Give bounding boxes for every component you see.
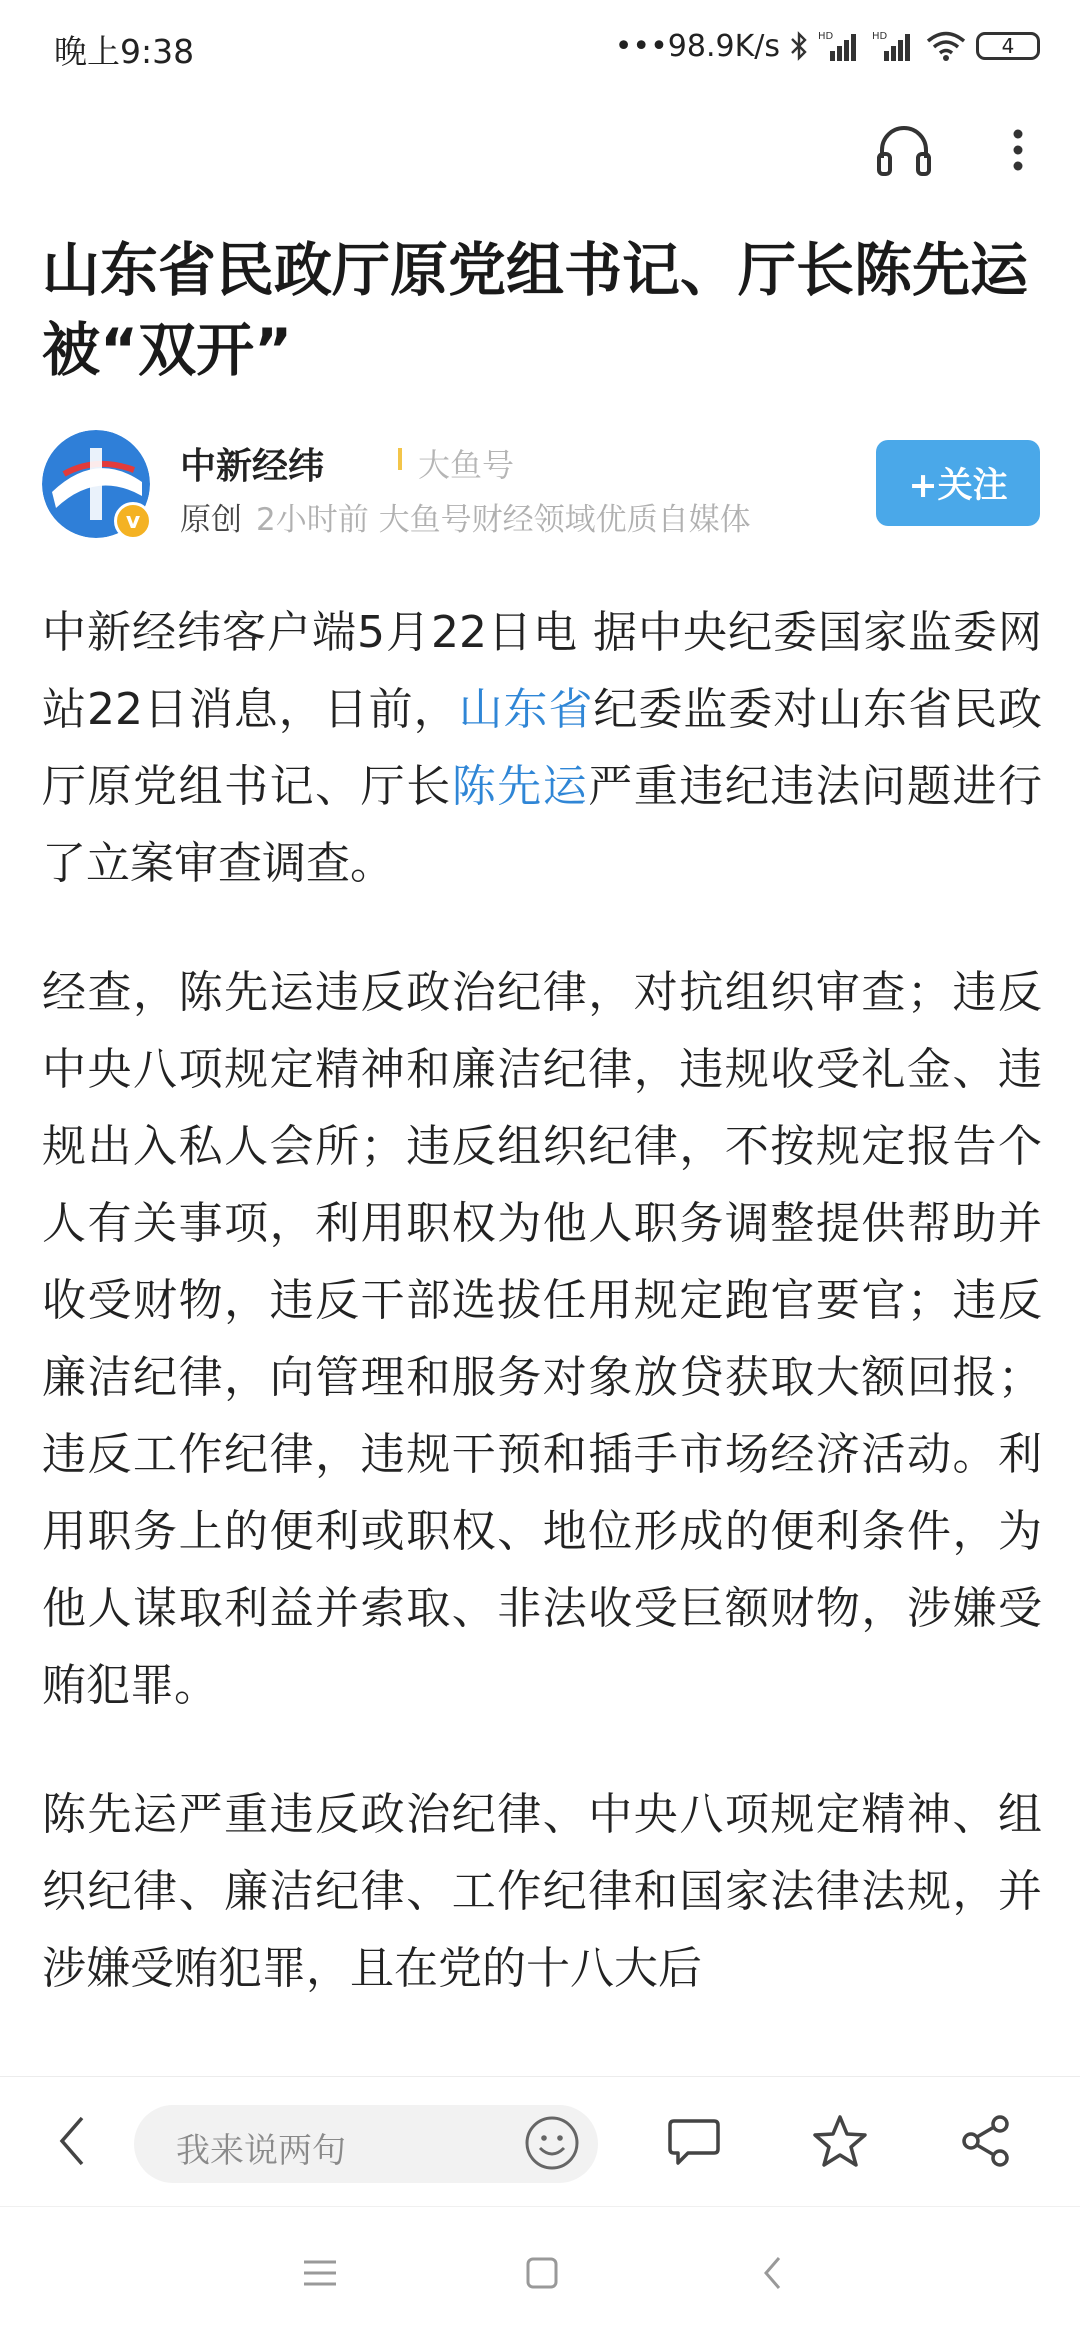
text-segment: 中新经纬客户端5月22日电 据中央纪委国家监委网站22日消息，日前， xyxy=(42,607,1042,735)
publish-time: 2小时前 xyxy=(256,502,369,538)
battery-icon xyxy=(976,32,1040,60)
author-divider xyxy=(398,448,402,470)
paragraph-2 xyxy=(42,954,1042,1724)
text-segment: 严重违纪违法问题进行了立案审查调查。 xyxy=(42,761,1043,889)
svg-text:HD: HD xyxy=(872,31,888,42)
signal-hd-icon-2 xyxy=(872,29,916,63)
author-description: 大鱼号财经领域优质自媒体 xyxy=(378,502,751,538)
emoji-button[interactable] xyxy=(522,2115,582,2175)
system-back-button[interactable] xyxy=(748,2251,796,2299)
article-title: 山东省民政厅原党组书记、厅长陈先运被“双开” xyxy=(42,236,1029,384)
more-button[interactable] xyxy=(986,120,1050,184)
author-meta xyxy=(180,494,751,539)
favorite-button[interactable] xyxy=(808,2111,872,2175)
bottom-bar xyxy=(0,2076,1080,2207)
status-time: 晚上9:38 xyxy=(54,32,195,71)
comment-placeholder: 我来说两句 xyxy=(176,2131,346,2171)
link-shandong[interactable]: 山东省 xyxy=(458,684,594,735)
menu-icon xyxy=(302,2258,338,2292)
text-segment: 经查，陈先运违反政治纪律，对抗组织审查；违反中央八项规定精神和廉洁纪律，违规收受礼金、违规出入私人会所；违反组织纪律，不按规定报告个人有关事项，利用职权为他人职务调整提供帮助并收受财物，违反干部选拔任用规定跑官要官；违反廉洁纪律，向管理和服务对象放贷获取大额回报；违反工作纪律，违规干预和插手市场经济活动。利用职务上的便利或职权、地位形成的便利条件，为他人谋取利益并索取、非法收受巨额财物，涉嫌受贿犯罪。 xyxy=(42,967,1042,1711)
author-platform: 大鱼号 xyxy=(418,446,515,484)
listen-button[interactable] xyxy=(872,120,936,184)
back-icon xyxy=(58,2115,86,2171)
paragraph-3 xyxy=(42,1776,1042,2007)
network-speed: •••98.9K/s xyxy=(614,28,780,64)
headphones-icon xyxy=(874,122,934,182)
system-navigation-bar xyxy=(0,2206,1080,2340)
home-square-icon xyxy=(525,2256,559,2294)
nav-back-icon xyxy=(761,2255,783,2295)
status-bar xyxy=(0,0,1080,96)
original-tag: 原创 xyxy=(180,502,242,538)
share-button[interactable] xyxy=(954,2111,1018,2175)
bluetooth-icon xyxy=(790,31,808,61)
comment-icon xyxy=(666,2113,722,2173)
home-button[interactable] xyxy=(518,2251,566,2299)
article-body xyxy=(42,594,1042,2059)
text-segment: 纪委监委对山东省民政厅原党组书记、厅长 xyxy=(42,684,1042,812)
emoji-icon xyxy=(524,2115,580,2175)
more-vertical-icon xyxy=(1012,128,1024,176)
svg-text:HD: HD xyxy=(818,31,834,42)
top-actions xyxy=(872,120,1050,184)
follow-button[interactable]: +关注 xyxy=(876,440,1040,526)
battery-level: 4 xyxy=(976,32,1040,60)
status-icons xyxy=(615,24,1040,68)
paragraph-1 xyxy=(42,594,1042,902)
author-name[interactable]: 中新经纬 xyxy=(180,446,325,487)
author-row xyxy=(42,428,1040,540)
signal-hd-icon-1 xyxy=(818,29,862,63)
link-chenxianyun[interactable]: 陈先运 xyxy=(451,761,589,812)
back-button[interactable] xyxy=(52,2113,92,2173)
share-icon xyxy=(958,2113,1014,2173)
verified-badge: v xyxy=(114,502,152,540)
star-icon xyxy=(811,2113,869,2173)
recent-apps-button[interactable] xyxy=(296,2251,344,2299)
comment-list-button[interactable] xyxy=(662,2111,726,2175)
text-segment: 陈先运严重违反政治纪律、中央八项规定精神、组织纪律、廉洁纪律、工作纪律和国家法律法规，并涉嫌受贿犯罪，且在党的十八大后 xyxy=(42,1789,1042,1994)
wifi-icon xyxy=(926,30,966,62)
comment-input[interactable] xyxy=(134,2105,598,2183)
